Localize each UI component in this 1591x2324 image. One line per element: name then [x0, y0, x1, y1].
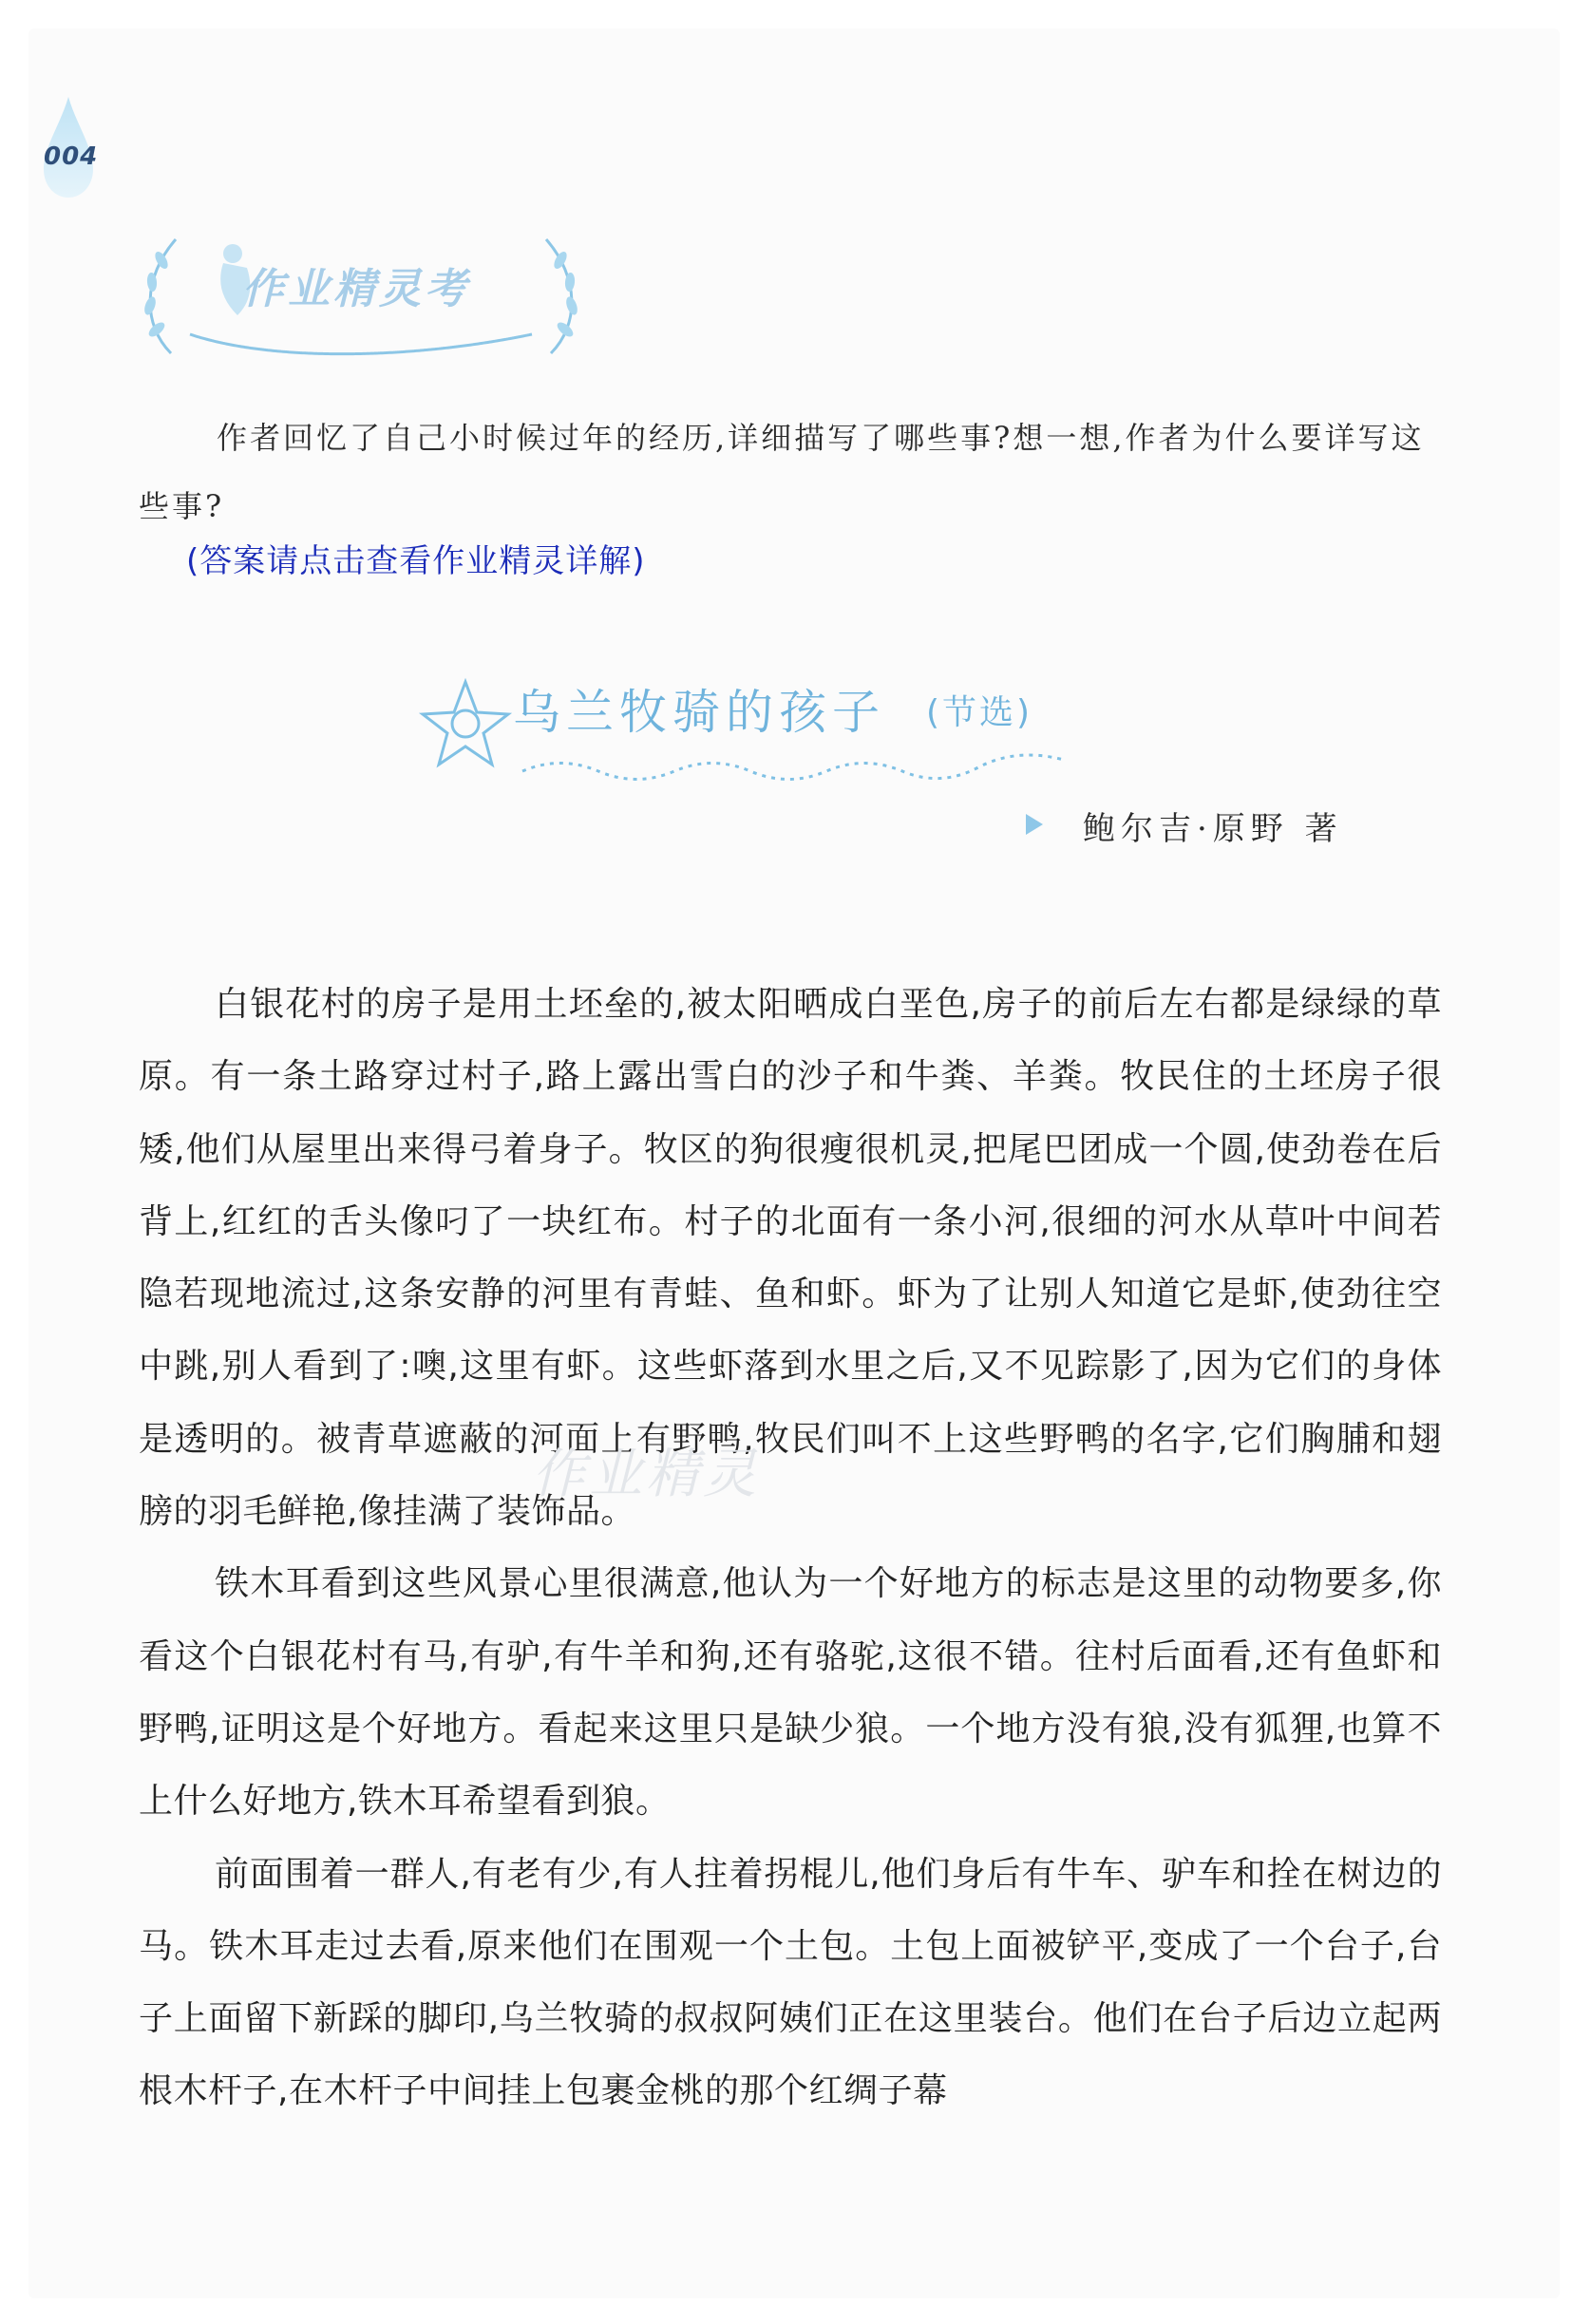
paragraph: 白银花村的房子是用土坯垒的,被太阳晒成白垩色,房子的前后左右都是绿绿的草原。有一条土路穿过村子,路上露出雪白的沙子和牛粪、羊粪。牧民住的土坯房子很矮,他们从屋里出来得弓着身子。牧区的狗很瘦很机灵,把尾巴团成一个圆,使劲卷在后背上,红红的舌头像叼了一块红布。村子的北面有一条小河,很细的河水从草叶中间若隐若现地流过,这条安静的河里有青蛙、鱼和虾。虾为了让别人知道它是虾,使劲往空中跳,别人看到了:噢,这里有虾。这些虾落到水里之后,又不见踪影了,因为它们的身体是透明的。被青草遮蔽的河面上有野鸭,牧民们叫不上这些野鸭的名字,它们胸脯和翅膀的羽毛鲜艳,像挂满了装饰品。	[139, 985, 1442, 1532]
question-text: 作者回忆了自己小时候过年的经历,详细描写了哪些事?想一想,作者为什么要详写这些事?	[139, 420, 1425, 524]
paragraph: 前面围着一群人,有老有少,有人拄着拐棍儿,他们身后有牛车、驴车和拴在树边的马。铁木耳走过去看,原来他们在围观一个土包。土包上面被铲平,变成了一个台子,台子上面留下新踩的脚印,乌兰牧骑的叔叔阿姨们正在这里装台。他们在台子后边立起两根木杆子,在木杆子中间挂上包裹金桃的那个红绸子幕	[139, 1854, 1442, 2111]
article-title: 乌兰牧骑的孩子	[513, 685, 885, 740]
paragraph: 铁木耳看到这些风景心里很满意,他认为一个好地方的标志是这里的动物要多,你看这个白银花村有马,有驴,有牛羊和狗,还有骆驼,这很不错。往村后面看,还有鱼虾和野鸭,证明这是个好地方。看起来这里只是缺少狼。一个地方没有狼,没有狐狸,也算不上什么好地方,铁木耳希望看到狼。	[139, 1564, 1442, 1822]
article-subtitle: (节选)	[926, 693, 1033, 732]
page-number: 004	[44, 142, 99, 171]
article-body	[139, 969, 1442, 2128]
triangle-marker-icon	[1026, 814, 1043, 835]
watermark: 作业精灵	[532, 1444, 760, 1505]
answer-link[interactable]: (答案请点击查看作业精灵详解)	[186, 542, 646, 580]
section-title: 作业精灵考	[242, 265, 470, 313]
author-byline: 鲍尔吉·原野 著	[1083, 810, 1343, 848]
